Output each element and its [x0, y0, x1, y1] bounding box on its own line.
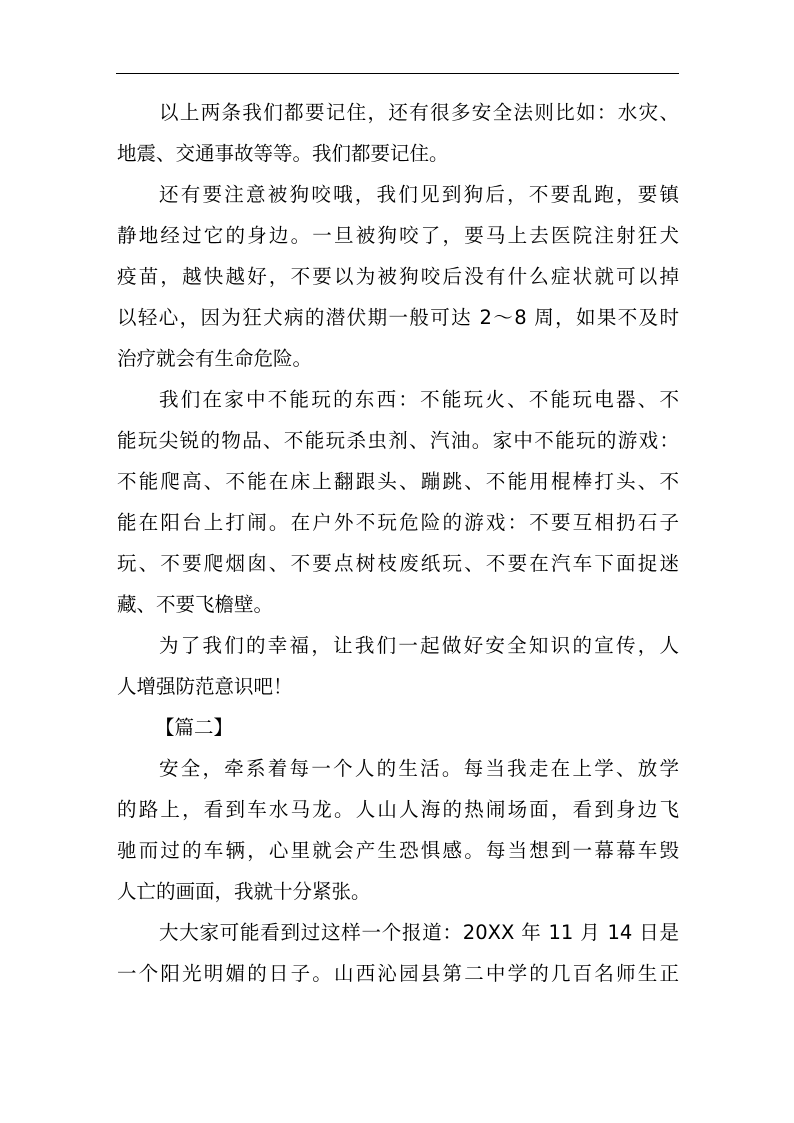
text-line: 的路上，看到车水马龙。人山人海的热闹场面，看到身边飞	[117, 798, 679, 821]
document-body	[117, 92, 679, 994]
text-line: 大大家可能看到过这样一个报道：20XX 年 11 月 14 日是	[159, 921, 679, 944]
text-line: 静地经过它的身边。一旦被狗咬了，要马上去医院注射狂犬	[117, 224, 679, 247]
paragraph-traffic	[117, 748, 679, 912]
text-line: 驰而过的车辆，心里就会产生恐惧感。每当想到一幕幕车毁	[117, 839, 679, 862]
text-line: 能在阳台上打闹。在户外不玩危险的游戏：不要互相扔石子	[117, 511, 679, 534]
text-line: 人增强防范意识吧！	[117, 675, 293, 698]
text-line: 不能爬高、不能在床上翻跟头、蹦跳、不能用棍棒打头、不	[117, 470, 679, 493]
paragraph-safety-rules	[117, 92, 679, 174]
text-line: 还有要注意被狗咬哦，我们见到狗后，不要乱跑，要镇	[159, 183, 679, 206]
paragraph-dog-bite	[117, 174, 679, 379]
header-rule	[116, 73, 679, 74]
text-line: 以轻心，因为狂犬病的潜伏期一般可达 2～8 周，如果不及时	[117, 306, 679, 329]
text-line: 玩、不要爬烟囱、不要点树枝废纸玩、不要在汽车下面捉迷	[117, 552, 679, 575]
text-line: 一个阳光明媚的日子。山西沁园县第二中学的几百名师生正	[117, 962, 679, 985]
text-line: 能玩尖锐的物品、不能玩杀虫剂、汽油。家中不能玩的游戏：	[117, 429, 679, 452]
text-line: 疫苗，越快越好，不要以为被狗咬后没有什么症状就可以掉	[117, 265, 679, 288]
section-heading: 【篇二】	[155, 716, 234, 739]
paragraph-report	[117, 912, 679, 994]
text-line: 为了我们的幸福，让我们一起做好安全知识的宣传，人	[159, 634, 679, 657]
text-line: 安全，牵系着每一个人的生活。每当我走在上学、放学	[159, 757, 679, 780]
paragraph-closing	[117, 625, 679, 707]
paragraph-home-play	[117, 379, 679, 625]
text-line: 地震、交通事故等等。我们都要记住。	[117, 142, 449, 165]
text-line: 藏、不要飞檐壁。	[117, 593, 274, 616]
text-line: 我们在家中不能玩的东西：不能玩火、不能玩电器、不	[159, 388, 679, 411]
text-line: 人亡的画面，我就十分紧张。	[117, 880, 371, 903]
text-line: 治疗就会有生命危险。	[117, 347, 313, 370]
text-line: 以上两条我们都要记住，还有很多安全法则比如：水灾、	[159, 101, 679, 124]
